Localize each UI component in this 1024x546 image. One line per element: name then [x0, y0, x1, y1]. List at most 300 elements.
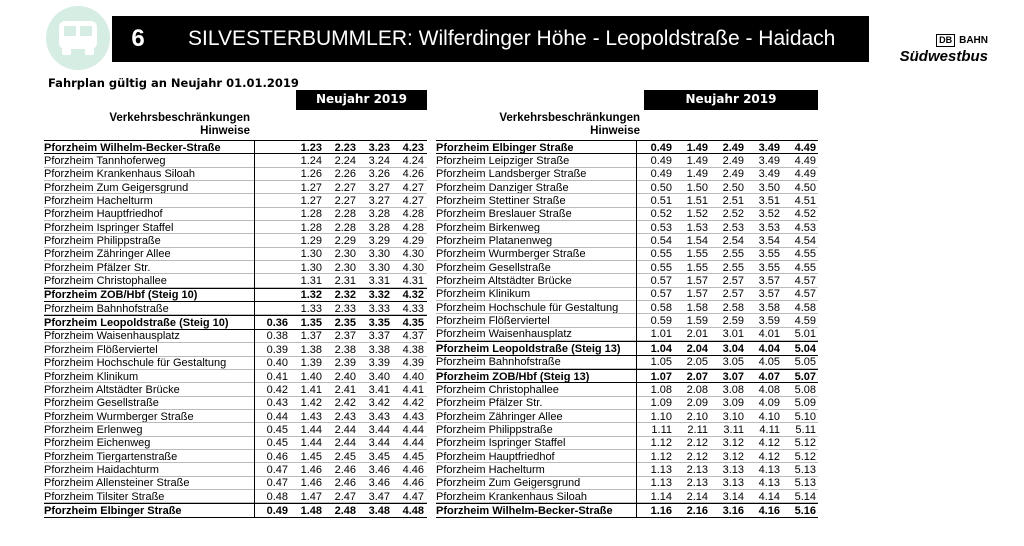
departure-time: 2.04 [686, 342, 708, 355]
stop-name: Pforzheim Pfälzer Str. [436, 397, 543, 410]
departure-time: 3.48 [368, 504, 390, 517]
departure-time: 3.12 [722, 450, 744, 463]
departure-time: 2.30 [334, 248, 356, 261]
departure-time: 2.50 [722, 181, 744, 194]
table-row [436, 328, 818, 341]
table-row [44, 503, 427, 517]
departure-time: 0.42 [266, 383, 288, 396]
stop-name: Pforzheim Klinikum [44, 370, 139, 383]
departure-time: 1.29 [300, 235, 322, 248]
departure-time: 3.40 [368, 370, 390, 383]
table-row [436, 261, 818, 274]
table-row [44, 208, 427, 221]
departure-time: 0.52 [650, 208, 672, 221]
departure-time: 3.05 [722, 356, 744, 369]
departure-time: 1.07 [650, 370, 672, 383]
departure-time: 3.27 [368, 195, 390, 208]
departure-time: 2.57 [722, 288, 744, 301]
departure-time: 2.53 [722, 221, 744, 234]
departure-time: 1.31 [300, 275, 322, 288]
stop-name: Pforzheim Wurmberger Straße [436, 248, 586, 261]
departure-time: 3.58 [758, 301, 780, 314]
departure-time: 1.23 [300, 141, 322, 154]
notes-label-restrictions: Verkehrsbeschränkungen [109, 112, 250, 124]
departure-time: 3.57 [758, 288, 780, 301]
table-row [44, 194, 427, 207]
table-row [44, 168, 427, 181]
route-title: SILVESTERBUMMLER: Wilferdinger Höhe - Leopoldstraße - Haidach [188, 27, 836, 50]
db-logo [898, 34, 988, 65]
departure-time: 3.28 [368, 208, 390, 221]
db-logo-bahn: BAHN [959, 35, 988, 46]
table-row [436, 301, 818, 314]
stop-name: Pforzheim Zum Geigersgrund [44, 181, 189, 194]
stop-name: Pforzheim Hachelturm [436, 463, 545, 476]
table-row [436, 288, 818, 301]
departure-time: 3.39 [368, 357, 390, 370]
departure-time: 3.55 [758, 261, 780, 274]
departure-time: 1.01 [650, 328, 672, 341]
day-header: Neujahr 2019 [296, 90, 427, 110]
departure-time: 4.47 [402, 490, 424, 503]
departure-time: 5.12 [794, 437, 816, 450]
departure-time: 5.10 [794, 410, 816, 423]
departure-time: 1.43 [300, 410, 322, 423]
notes-header [436, 112, 640, 138]
stop-name: Pforzheim Elbinger Straße [44, 504, 182, 517]
stop-name: Pforzheim Philippstraße [44, 235, 161, 248]
departure-time: 1.39 [300, 357, 322, 370]
departure-time: 2.54 [722, 235, 744, 248]
stop-name: Pforzheim Leipziger Straße [436, 155, 570, 168]
departure-time: 0.38 [266, 330, 288, 343]
stop-name: Pforzheim Zähringer Allee [44, 248, 171, 261]
departure-time: 3.44 [368, 437, 390, 450]
departure-time: 4.32 [402, 289, 424, 302]
departure-time: 2.32 [334, 289, 356, 302]
departure-time: 5.05 [794, 356, 816, 369]
departure-time: 0.39 [266, 343, 288, 356]
table-row [44, 357, 427, 370]
departure-time: 2.13 [686, 477, 708, 490]
db-logo-subtitle: Südwestbus [899, 48, 988, 65]
departure-time: 2.14 [686, 490, 708, 503]
stop-name: Pforzheim Hachelturm [44, 195, 153, 208]
departure-time: 3.24 [368, 155, 390, 168]
departure-time: 1.09 [650, 397, 672, 410]
departure-time: 4.12 [758, 437, 780, 450]
stop-name: Pforzheim Philippstraße [436, 423, 553, 436]
table-row [436, 490, 818, 503]
departure-time: 1.37 [300, 330, 322, 343]
departure-time: 2.49 [722, 155, 744, 168]
departure-time: 1.48 [300, 504, 322, 517]
departure-time: 3.04 [722, 342, 744, 355]
departure-time: 3.09 [722, 397, 744, 410]
column-divider [254, 141, 255, 518]
departure-time: 4.55 [794, 248, 816, 261]
table-row [44, 490, 427, 503]
departure-time: 3.31 [368, 275, 390, 288]
departure-time: 5.14 [794, 490, 816, 503]
stop-name: Pforzheim Christophallee [44, 275, 167, 288]
departure-time: 3.30 [368, 261, 390, 274]
stop-name: Pforzheim Gesellstraße [44, 397, 159, 410]
departure-time: 2.37 [334, 330, 356, 343]
table-row [436, 208, 818, 221]
departure-time: 1.08 [650, 383, 672, 396]
departure-time: 3.45 [368, 450, 390, 463]
stop-name: Pforzheim Birkenweg [436, 221, 540, 234]
departure-time: 4.10 [758, 410, 780, 423]
stop-name: Pforzheim Haidachturm [44, 463, 159, 476]
departure-time: 1.24 [300, 155, 322, 168]
table-row [436, 410, 818, 423]
departure-time: 5.01 [794, 328, 816, 341]
table-row [436, 383, 818, 396]
departure-time: 1.13 [650, 477, 672, 490]
table-row [44, 370, 427, 383]
departure-time: 4.43 [402, 410, 424, 423]
stop-name: Pforzheim Zum Geigersgrund [436, 477, 581, 490]
table-row [436, 194, 818, 207]
departure-time: 4.38 [402, 343, 424, 356]
departure-time: 2.38 [334, 343, 356, 356]
departure-time: 1.45 [300, 450, 322, 463]
departure-time: 3.30 [368, 248, 390, 261]
departure-time: 4.12 [758, 450, 780, 463]
table-row [44, 437, 427, 450]
table-row [44, 397, 427, 410]
table-row [44, 154, 427, 167]
departure-time: 3.59 [758, 315, 780, 328]
timetable-rows [436, 140, 818, 518]
departure-time: 0.55 [650, 261, 672, 274]
departure-time: 0.54 [650, 235, 672, 248]
departure-time: 4.40 [402, 370, 424, 383]
departure-time: 1.49 [686, 168, 708, 181]
stop-name: Pforzheim ZOB/Hbf (Steig 10) [44, 289, 198, 302]
departure-time: 1.57 [686, 275, 708, 288]
departure-time: 2.05 [686, 356, 708, 369]
departure-time: 1.54 [686, 235, 708, 248]
departure-time: 4.42 [402, 397, 424, 410]
departure-time: 1.57 [686, 288, 708, 301]
departure-time: 3.42 [368, 397, 390, 410]
departure-time: 2.46 [334, 463, 356, 476]
departure-time: 1.38 [300, 343, 322, 356]
departure-time: 0.49 [266, 504, 288, 517]
departure-time: 5.04 [794, 342, 816, 355]
stop-name: Pforzheim Tilsiter Straße [44, 490, 165, 503]
stop-name: Pforzheim Leopoldstraße (Steig 13) [436, 342, 621, 355]
departure-time: 4.45 [402, 450, 424, 463]
departure-time: 2.52 [722, 208, 744, 221]
departure-time: 4.53 [794, 221, 816, 234]
departure-time: 1.47 [300, 490, 322, 503]
departure-time: 4.33 [402, 302, 424, 315]
departure-time: 1.26 [300, 168, 322, 181]
departure-time: 2.57 [722, 275, 744, 288]
departure-time: 3.29 [368, 235, 390, 248]
table-row [436, 423, 818, 436]
table-row [436, 314, 818, 327]
departure-time: 0.45 [266, 423, 288, 436]
departure-time: 5.07 [794, 370, 816, 383]
departure-time: 0.49 [650, 155, 672, 168]
table-row [436, 477, 818, 490]
stop-name: Pforzheim Waisenhausplatz [436, 328, 572, 341]
table-row [436, 356, 818, 369]
stop-name: Pforzheim Allensteiner Straße [44, 477, 190, 490]
departure-time: 4.41 [402, 383, 424, 396]
departure-time: 3.52 [758, 208, 780, 221]
departure-time: 2.35 [334, 317, 356, 330]
departure-time: 2.55 [722, 261, 744, 274]
table-row [436, 141, 818, 154]
stop-name: Pforzheim Danziger Straße [436, 181, 569, 194]
departure-time: 2.39 [334, 357, 356, 370]
departure-time: 1.35 [300, 317, 322, 330]
departure-time: 1.55 [686, 248, 708, 261]
stop-name: Pforzheim Tannhoferweg [44, 155, 166, 168]
table-row [44, 410, 427, 423]
bus-line-badge [46, 6, 110, 70]
stop-name: Pforzheim Hauptfriedhof [436, 450, 555, 463]
departure-time: 1.59 [686, 315, 708, 328]
stop-name: Pforzheim Ispringer Staffel [44, 221, 174, 234]
departure-time: 1.30 [300, 261, 322, 274]
table-row [44, 423, 427, 436]
departure-time: 4.08 [758, 383, 780, 396]
departure-time: 4.54 [794, 235, 816, 248]
stop-name: Pforzheim Hochschule für Gestaltung [44, 357, 227, 370]
table-row [436, 463, 818, 476]
departure-time: 3.27 [368, 181, 390, 194]
departure-time: 1.14 [650, 490, 672, 503]
departure-time: 4.04 [758, 342, 780, 355]
departure-time: 3.08 [722, 383, 744, 396]
departure-time: 1.44 [300, 437, 322, 450]
departure-time: 0.55 [650, 248, 672, 261]
departure-time: 4.27 [402, 181, 424, 194]
departure-time: 1.10 [650, 410, 672, 423]
departure-time: 5.08 [794, 383, 816, 396]
departure-time: 3.12 [722, 437, 744, 450]
timetable-rows [44, 140, 427, 518]
departure-time: 2.12 [686, 450, 708, 463]
departure-time: 3.07 [722, 370, 744, 383]
departure-time: 3.11 [723, 423, 744, 436]
departure-time: 1.49 [686, 155, 708, 168]
stop-name: Pforzheim Elbinger Straße [436, 141, 574, 154]
departure-time: 1.46 [300, 477, 322, 490]
departure-time: 0.47 [266, 463, 288, 476]
stop-name: Pforzheim Ispringer Staffel [436, 437, 566, 450]
departure-time: 2.47 [334, 490, 356, 503]
departure-time: 2.40 [334, 370, 356, 383]
db-logo-box: DB [936, 34, 955, 47]
stop-name: Pforzheim ZOB/Hbf (Steig 13) [436, 370, 590, 383]
stop-name: Pforzheim Waisenhausplatz [44, 330, 180, 343]
departure-time: 1.51 [686, 195, 708, 208]
departure-time: 4.09 [758, 397, 780, 410]
departure-time: 4.58 [794, 301, 816, 314]
table-row [436, 450, 818, 463]
departure-time: 3.57 [758, 275, 780, 288]
departure-time: 1.27 [300, 181, 322, 194]
table-row [436, 221, 818, 234]
departure-time: 1.53 [686, 221, 708, 234]
table-row [436, 274, 818, 287]
departure-time: 0.57 [650, 275, 672, 288]
table-row [436, 503, 818, 517]
departure-time: 3.49 [758, 141, 780, 154]
table-row [44, 330, 427, 343]
column-divider [636, 141, 637, 518]
route-header [112, 16, 869, 62]
departure-time: 2.44 [334, 423, 356, 436]
departure-time: 2.01 [686, 328, 708, 341]
departure-time: 4.55 [794, 261, 816, 274]
departure-time: 3.41 [368, 383, 390, 396]
stop-name: Pforzheim Stettiner Straße [436, 195, 566, 208]
departure-time: 1.30 [300, 248, 322, 261]
departure-time: 4.30 [402, 261, 424, 274]
departure-time: 1.27 [300, 195, 322, 208]
departure-time: 5.09 [794, 397, 816, 410]
stop-name: Pforzheim Hochschule für Gestaltung [436, 301, 619, 314]
departure-time: 2.29 [334, 235, 356, 248]
departure-time: 4.27 [402, 195, 424, 208]
departure-time: 3.53 [758, 221, 780, 234]
departure-time: 2.13 [686, 463, 708, 476]
departure-time: 1.55 [686, 261, 708, 274]
departure-time: 2.46 [334, 477, 356, 490]
table-row [436, 154, 818, 167]
table-row [436, 181, 818, 194]
table-row [44, 343, 427, 356]
validity-note: Fahrplan gültig an Neujahr 01.01.2019 [48, 76, 299, 90]
departure-time: 0.48 [266, 490, 288, 503]
departure-time: 1.41 [300, 383, 322, 396]
departure-time: 3.43 [368, 410, 390, 423]
departure-time: 3.35 [368, 317, 390, 330]
departure-time: 5.13 [794, 477, 816, 490]
departure-time: 2.43 [334, 410, 356, 423]
departure-time: 0.49 [650, 168, 672, 181]
departure-time: 4.39 [402, 357, 424, 370]
departure-time: 0.51 [650, 195, 672, 208]
stop-name: Pforzheim Klinikum [436, 288, 531, 301]
departure-time: 5.13 [794, 463, 816, 476]
departure-time: 2.12 [686, 437, 708, 450]
departure-time: 0.46 [266, 450, 288, 463]
departure-time: 2.11 [687, 423, 708, 436]
table-row [436, 168, 818, 181]
bus-icon [56, 18, 100, 58]
departure-time: 3.23 [368, 141, 390, 154]
departure-time: 4.29 [402, 235, 424, 248]
stop-name: Pforzheim Wurmberger Straße [44, 410, 194, 423]
departure-time: 1.49 [686, 141, 708, 154]
departure-time: 4.52 [794, 208, 816, 221]
departure-time: 2.44 [334, 437, 356, 450]
departure-time: 4.57 [794, 275, 816, 288]
departure-time: 4.24 [402, 155, 424, 168]
departure-time: 3.55 [758, 248, 780, 261]
stop-name: Pforzheim Krankenhaus Siloah [44, 168, 196, 181]
departure-time: 2.26 [334, 168, 356, 181]
stop-name: Pforzheim Zähringer Allee [436, 410, 563, 423]
departure-time: 0.49 [650, 141, 672, 154]
stop-name: Pforzheim Wilhelm-Becker-Straße [44, 141, 221, 154]
departure-time: 4.13 [758, 463, 780, 476]
departure-time: 2.28 [334, 208, 356, 221]
departure-time: 4.44 [402, 437, 424, 450]
departure-time: 4.50 [794, 181, 816, 194]
departure-time: 4.23 [402, 141, 424, 154]
departure-time: 3.01 [722, 328, 744, 341]
departure-time: 0.43 [266, 397, 288, 410]
notes-label-restrictions: Verkehrsbeschränkungen [499, 112, 640, 124]
line-number: 6 [131, 25, 145, 52]
table-row [44, 274, 427, 287]
departure-time: 0.44 [266, 410, 288, 423]
departure-time: 3.26 [368, 168, 390, 181]
departure-time: 1.28 [300, 208, 322, 221]
departure-time: 4.44 [402, 423, 424, 436]
departure-time: 2.41 [334, 383, 356, 396]
notes-label-hints: Hinweise [590, 125, 640, 137]
departure-time: 1.13 [650, 463, 672, 476]
departure-time: 1.12 [650, 437, 672, 450]
table-row [44, 221, 427, 234]
table-row [436, 369, 818, 383]
departure-time: 1.11 [651, 423, 672, 436]
departure-time: 0.59 [650, 315, 672, 328]
departure-time: 2.49 [722, 168, 744, 181]
departure-time: 0.36 [266, 317, 288, 330]
departure-time: 1.16 [650, 504, 672, 517]
departure-time: 0.53 [650, 221, 672, 234]
table-row [44, 302, 427, 315]
departure-time: 4.31 [402, 275, 424, 288]
stop-name: Pforzheim Eichenweg [44, 437, 151, 450]
departure-time: 4.28 [402, 221, 424, 234]
departure-time: 4.51 [794, 195, 816, 208]
departure-time: 3.32 [368, 289, 390, 302]
departure-time: 2.27 [334, 195, 356, 208]
departure-time: 4.11 [759, 423, 780, 436]
departure-time: 4.01 [758, 328, 780, 341]
departure-time: 3.14 [722, 490, 744, 503]
departure-time: 2.07 [686, 370, 708, 383]
departure-time: 5.11 [795, 423, 816, 436]
departure-time: 4.26 [402, 168, 424, 181]
stop-name: Pforzheim Flößerviertel [436, 315, 550, 328]
departure-time: 4.49 [794, 155, 816, 168]
departure-time: 2.45 [334, 450, 356, 463]
table-row [436, 341, 818, 355]
table-row [44, 261, 427, 274]
departure-time: 3.50 [758, 181, 780, 194]
stop-name: Pforzheim Platanenweg [436, 235, 553, 248]
departure-time: 3.46 [368, 463, 390, 476]
departure-time: 5.12 [794, 450, 816, 463]
departure-time: 3.49 [758, 155, 780, 168]
departure-time: 4.57 [794, 288, 816, 301]
